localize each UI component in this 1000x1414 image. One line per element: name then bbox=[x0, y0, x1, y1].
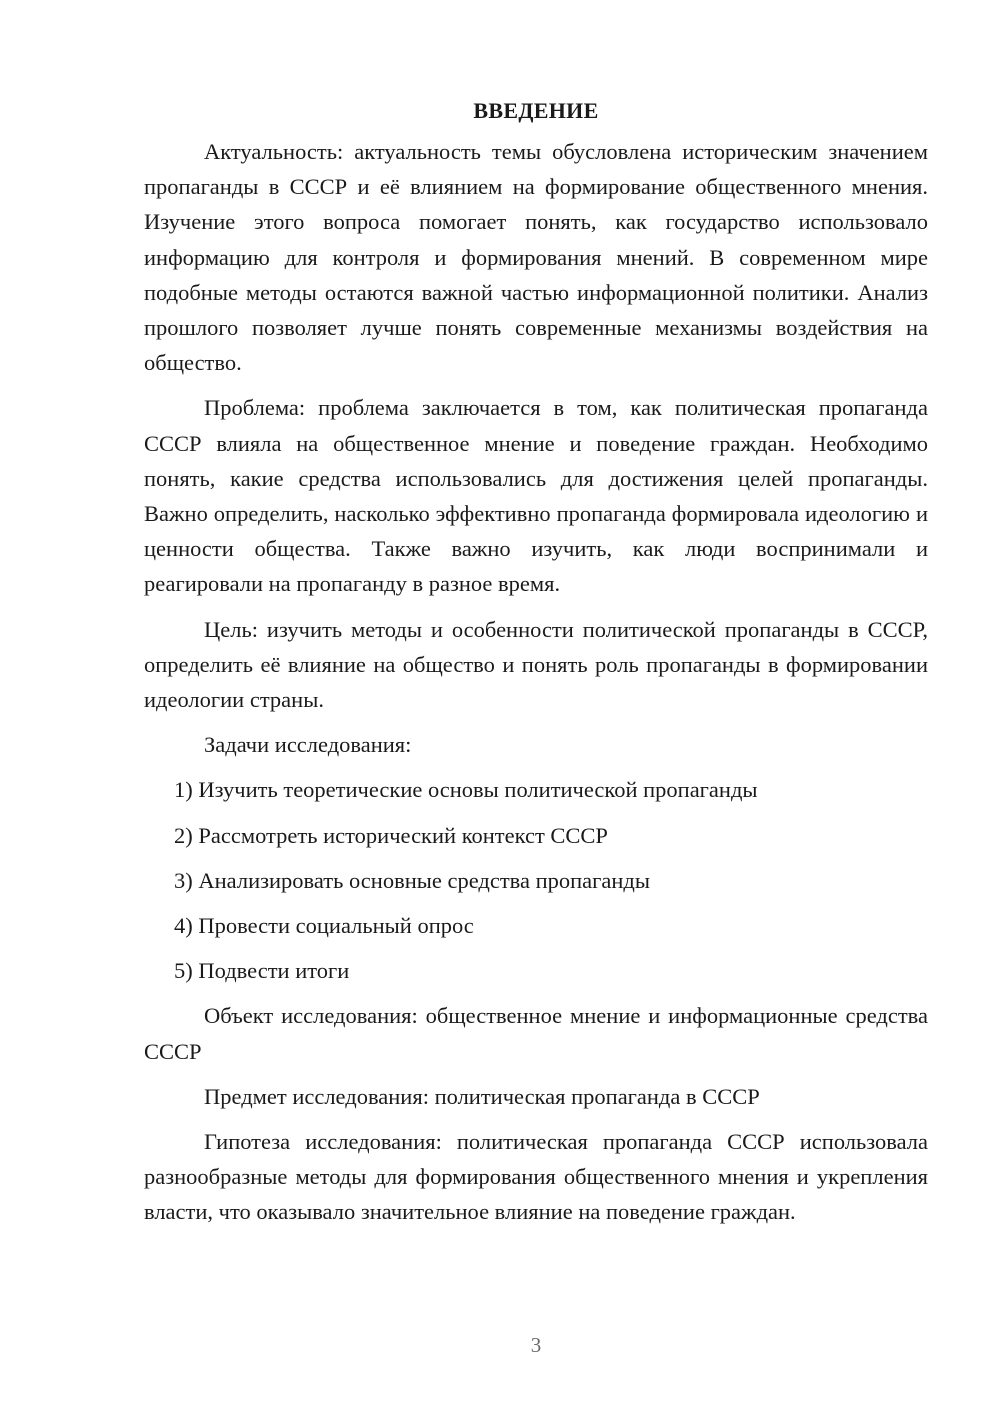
tasks-list bbox=[144, 772, 928, 988]
subject-paragraph: Предмет исследования: политическая пропаганда в СССР bbox=[204, 1083, 760, 1109]
task-item: 1) Изучить теоретические основы политической пропаганды bbox=[174, 777, 758, 803]
task-item: 3) Анализировать основные средства пропаганды bbox=[174, 867, 650, 893]
hypothesis-paragraph: Гипотеза исследования: политическая пропаганда СССР использовала разнообразные методы для формирования общественного мнения и укрепления власти, что оказывало значительное влияние на поведение граждан. bbox=[144, 1129, 928, 1225]
problem-paragraph: Проблема: проблема заключается в том, как политическая пропаганда СССР влияла на общественное мнение и поведение граждан. Необходимо понять, какие средства использовались для достижения целей пропаганды. Важно определить, насколько эффективно пропаганда формировала идеологию и ценности общества. Также важно изучить, как люди воспринимали и реагировали на пропаганду в разное время. bbox=[144, 395, 928, 597]
document-page bbox=[144, 88, 928, 1240]
relevance-paragraph: Актуальность: актуальность темы обусловлена историческим значением пропаганды в СССР и её влиянием на формирование общественного мнения. Изучение этого вопроса помогает понять, как государство использовало информацию для контроля и формирования мнений. В современном мире подобные методы остаются важной частью информационной политики. Анализ прошлого позволяет лучше понять современные механизмы воздействия на общество. bbox=[144, 139, 928, 376]
section-heading: ВВЕДЕНИЕ bbox=[473, 98, 599, 123]
object-paragraph: Объект исследования: общественное мнение и информационные средства СССР bbox=[144, 1003, 928, 1064]
task-item: 2) Рассмотреть исторический контекст СССР bbox=[174, 822, 608, 848]
goal-paragraph: Цель: изучить методы и особенности политической пропаганды в СССР, определить её влияние на общество и понять роль пропаганды в формировании идеологии страны. bbox=[144, 616, 928, 713]
task-item: 4) Провести социальный опрос bbox=[174, 913, 474, 939]
page-number: 3 bbox=[530, 1333, 542, 1357]
task-item: 5) Подвести итоги bbox=[174, 958, 350, 984]
tasks-title: Задачи исследования: bbox=[204, 732, 412, 758]
